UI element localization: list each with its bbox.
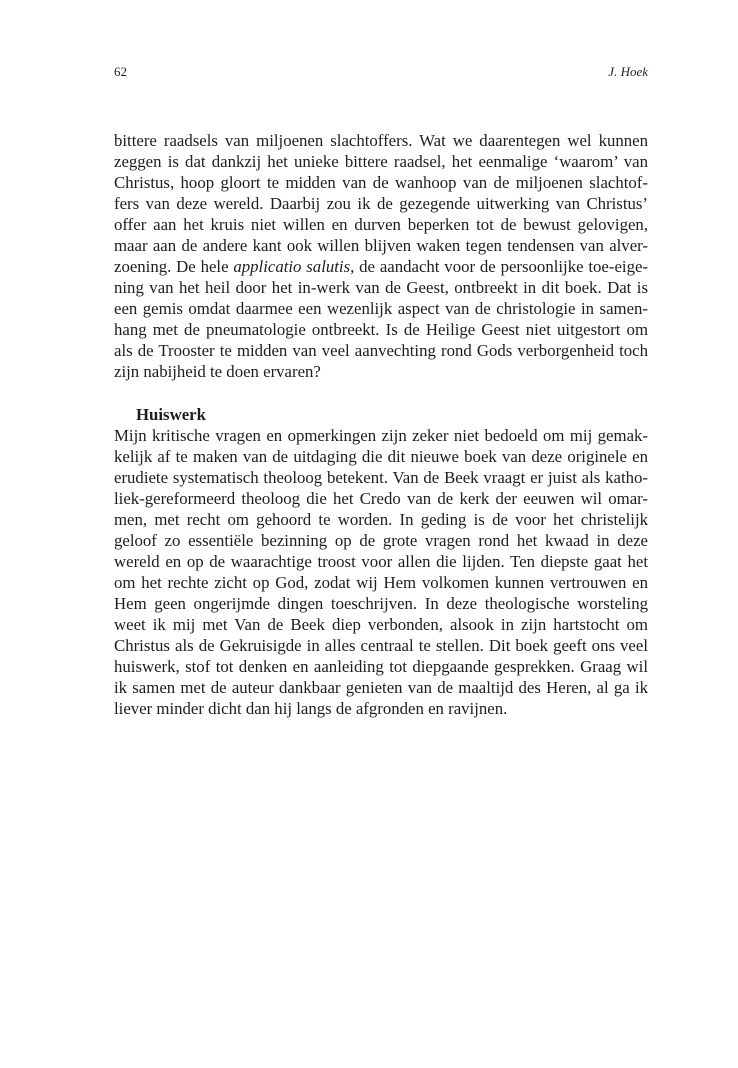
paragraph-1-line: een gemis omdat daarmee een wezenlijk aspect van de christologie in samen- [114, 299, 648, 318]
line-text-before: zoening. De hele [114, 257, 234, 276]
section-line: ik samen met de auteur dankbaar genieten van de maaltijd des Heren, al ga ik [114, 678, 648, 697]
paragraph-1-line: Christus, hoop gloort te midden van de wanhoop van de miljoenen slachtof- [114, 173, 648, 192]
section-line: Hem geen ongerijmde dingen toeschrijven. In deze theologische worsteling [114, 594, 648, 613]
paragraph-1-line: zeggen is dat dankzij het unieke bittere raadsel, het eenmalige ‘waarom’ van [114, 152, 648, 171]
paragraph-1-line-with-italic [114, 256, 648, 277]
section-line: weet ik mij met Van de Beek diep verbonden, alsook in zijn hartstocht om [114, 615, 648, 634]
paragraph-1-line: ning van het heil door het in-werk van de Geest, ontbreekt in dit boek. Dat is [114, 278, 648, 297]
paragraph-1-line: als de Trooster te midden van veel aanvechting rond Gods verborgenheid toch [114, 341, 648, 360]
section-line: kelijk af te maken van de uitdaging die dit nieuwe boek van deze originele en [114, 447, 648, 466]
section-line: Mijn kritische vragen en opmerkingen zijn zeker niet bedoeld om mij gemak- [114, 426, 648, 445]
section-line: huiswerk, stof tot denken en aanleiding tot diepgaande gesprekken. Graag wil [114, 657, 648, 676]
section-line: wereld en op de waarachtige troost voor allen die lijden. Ten diepste gaat het [114, 552, 648, 571]
section-line: om het rechte zicht op God, zodat wij Hem volkomen kunnen vertrouwen en [114, 573, 648, 592]
running-head [114, 64, 648, 84]
section-line: liever minder dicht dan hij langs de afgronden en ravijnen. [114, 699, 508, 718]
paragraph-1-line: maar aan de andere kant ook willen blijven waken tegen tendensen van alver- [114, 236, 648, 255]
section-line: geloof zo essentiële bezinning op de grote vragen rond het kwaad in deze [114, 531, 648, 550]
italic-term: applicatio salutis [233, 257, 351, 276]
page-number: 62 [114, 64, 127, 79]
section-line: men, met recht om gehoord te worden. In geding is de voor het christelijk [114, 510, 648, 529]
line-text-after: , de aandacht voor de persoonlijke toe-eige- [350, 257, 649, 276]
paragraph-1-line: zijn nabijheid te doen ervaren? [114, 362, 321, 381]
section-heading: Huiswerk [136, 405, 206, 424]
section-line: liek-gereformeerd theoloog die het Credo van de kerk der eeuwen wil omar- [114, 489, 648, 508]
paragraph-1-line: fers van deze wereld. Daarbij zou ik de gezegende uitwerking van Christus’ [114, 194, 648, 213]
section-line: erudiete systematisch theoloog betekent. Van de Beek vraagt er juist als katho- [114, 468, 648, 487]
paragraph-1-line: hang met de pneumatologie ontbreekt. Is de Heilige Geest niet uitgestort om [114, 320, 648, 339]
section-line: Christus als de Gekruisigde in alles centraal te stellen. Dit boek geeft ons veel [114, 636, 648, 655]
running-head-author: J. Hoek [608, 64, 648, 79]
paragraph-1-line: offer aan het kruis niet willen en durven beperken tot de bewust gelovigen, [114, 215, 648, 234]
paragraph-1-line: bittere raadsels van miljoenen slachtoffers. Wat we daarentegen wel kunnen [114, 131, 648, 150]
